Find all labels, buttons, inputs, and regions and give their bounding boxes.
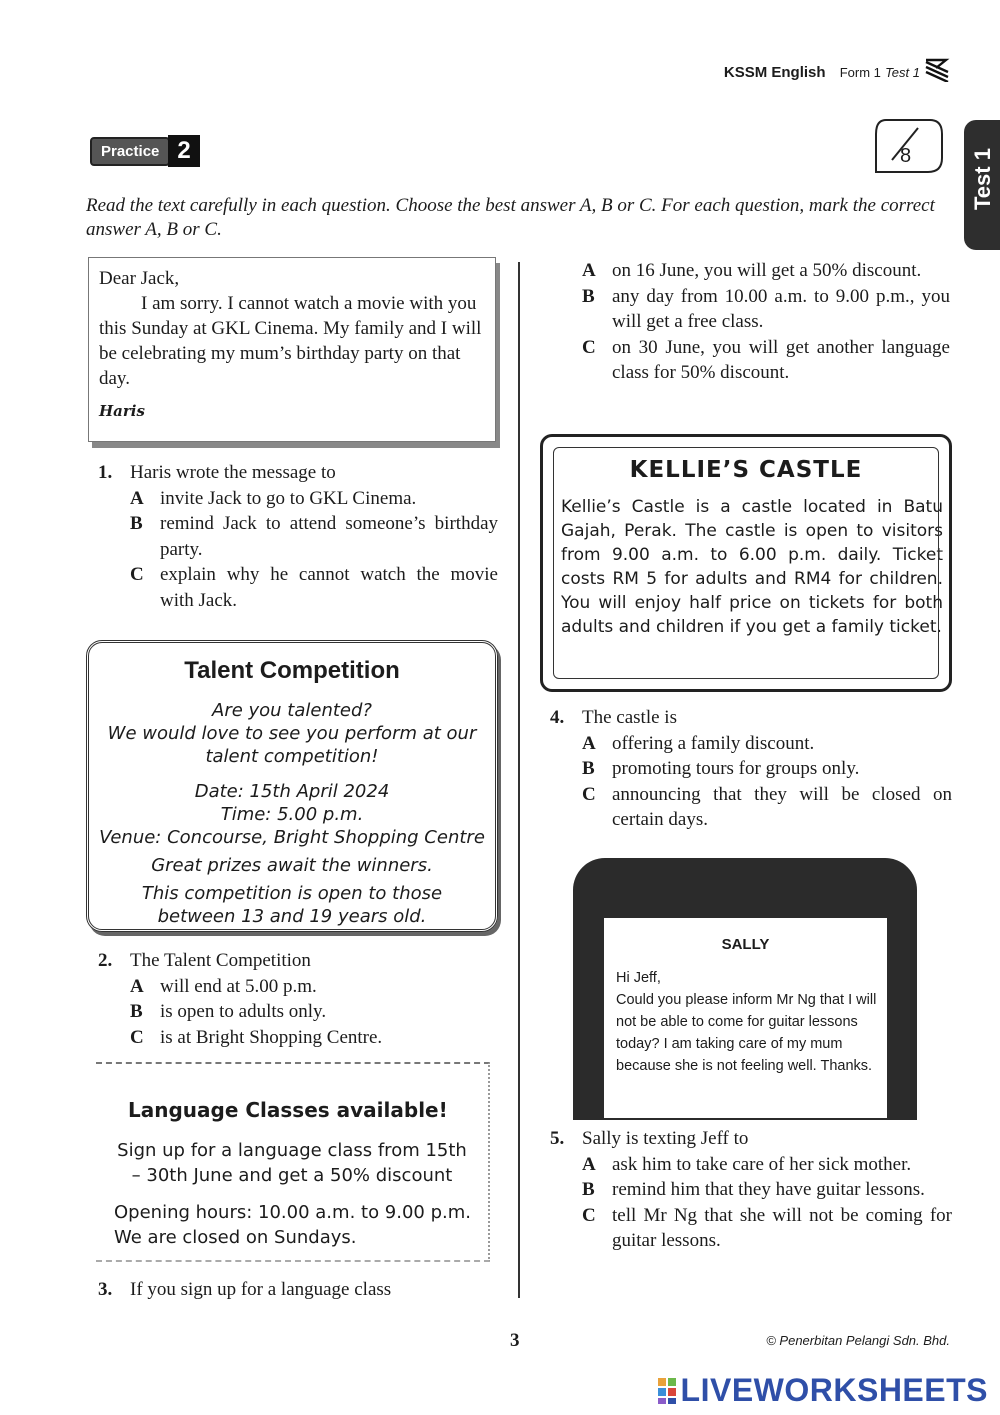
sms-greeting: Hi Jeff, — [616, 970, 661, 986]
option-b[interactable] — [130, 511, 498, 562]
option-a[interactable] — [582, 1152, 952, 1178]
language-classes-flyer — [96, 1062, 490, 1262]
liveworksheets-logo-icon — [657, 1376, 677, 1406]
question-5 — [550, 1126, 952, 1254]
practice-label: Practice — [90, 137, 170, 166]
option-b[interactable] — [582, 756, 952, 782]
question-stem: Haris wrote the message to — [130, 462, 336, 483]
option-label: A — [130, 487, 144, 509]
letter-signature: Haris — [99, 402, 145, 420]
letter-body: I am sorry. I cannot watch a movie with you this Sunday at GKL Cinema. My family and I will be celebrating my mum’s birthday party on that day. — [99, 293, 482, 389]
sms-sender: SALLY — [721, 936, 770, 953]
practice-badge — [90, 134, 200, 168]
option-text: offering a family discount. — [612, 732, 815, 754]
option-label: B — [130, 513, 143, 534]
side-tab-label: Test 1 — [970, 148, 995, 210]
letter-note — [88, 257, 496, 442]
talent-venue: Venue: Concourse, Bright Shopping Centre — [99, 827, 485, 848]
option-c[interactable] — [130, 562, 498, 613]
page-number: 3 — [510, 1330, 520, 1351]
option-text: on 16 June, you will get a 50% discount. — [612, 260, 922, 281]
form-label: Form 1 — [839, 65, 881, 80]
option-c[interactable] — [582, 1203, 952, 1254]
question-stem: The Talent Competition — [130, 950, 311, 971]
option-label: B — [130, 1001, 143, 1022]
liveworksheets-watermark — [657, 1372, 988, 1409]
option-text: remind him that they have guitar lessons. — [612, 1179, 925, 1200]
question-2 — [98, 948, 498, 1050]
instructions: Read the text carefully in each question. Choose the best answer A, B or C. For each question, mark the correct answer A, B or C. — [86, 195, 935, 240]
language-hours: Opening hours: 10.00 a.m. to 9.00 p.m. — [114, 1202, 472, 1223]
sms-screen — [604, 918, 887, 1118]
publisher-logo-icon — [924, 58, 950, 82]
option-label: A — [582, 260, 596, 281]
option-text: is open to adults only. — [160, 1001, 327, 1022]
option-text: is at Bright Shopping Centre. — [160, 1026, 383, 1048]
option-a[interactable] — [130, 486, 498, 512]
language-title: Language Classes available! — [128, 1098, 448, 1122]
option-text: announcing that they will be closed on certain days. — [612, 783, 952, 830]
talent-time: Time: 5.00 p.m. — [220, 804, 364, 825]
language-closed: We are closed on Sundays. — [114, 1227, 357, 1248]
option-a[interactable] — [130, 974, 498, 1000]
option-label: C — [130, 564, 144, 585]
score-total: 8 — [900, 145, 912, 167]
language-signup: Sign up for a language class from 15th – 30th June and get a 50% discount — [117, 1140, 467, 1186]
talent-prizes: Great prizes await the winners. — [151, 855, 433, 876]
option-label: C — [582, 783, 596, 805]
option-text: remind Jack to attend someone’s birthday party. — [160, 513, 498, 560]
subject-label: KSSM English — [723, 64, 826, 81]
option-text: will end at 5.00 p.m. — [160, 975, 317, 997]
question-stem: Sally is texting Jeff to — [582, 1128, 749, 1149]
option-b[interactable] — [582, 284, 950, 335]
question-3-options — [550, 258, 950, 386]
question-4 — [550, 705, 952, 833]
question-stem: If you sign up for a language class — [130, 1279, 392, 1300]
option-label: A — [582, 732, 596, 754]
option-label: A — [582, 1153, 596, 1175]
option-c[interactable] — [130, 1025, 498, 1051]
talent-line1: Are you talented? — [212, 700, 372, 721]
option-label: B — [582, 758, 595, 779]
talent-competition-poster — [86, 640, 498, 932]
option-a[interactable] — [582, 258, 950, 284]
sms-body: Could you please inform Mr Ng that I will not be able to come for guitar lessons today? I am taking care of my mum because she is not feeling well. Thanks. — [616, 992, 877, 1074]
option-text: on 30 June, you will get another language class for 50% discount. — [612, 336, 950, 383]
talent-title: Talent Competition — [184, 657, 400, 684]
kellie-title: KELLIE’S CASTLE — [629, 457, 863, 483]
question-1 — [98, 460, 498, 613]
option-text: promoting tours for groups only. — [612, 758, 860, 779]
option-label: B — [582, 285, 595, 307]
question-number: 3. — [98, 1279, 113, 1300]
option-text: explain why he cannot watch the movie with Jack. — [160, 564, 498, 611]
practice-number: 2 — [168, 135, 199, 167]
option-a[interactable] — [582, 731, 952, 757]
kellies-castle-notice — [540, 434, 952, 692]
question-3-stem — [98, 1277, 498, 1303]
option-label: C — [582, 1204, 596, 1226]
kellie-body: Kellie’s Castle is a castle located in Batu Gajah, Perak. The castle is open to visitors from 9.00 a.m. to 6.00 p.m. daily. Ticket costs RM 5 for adults and RM4 for children. You will enjoy half price on tickets for both adults and children if you get a family ticket. — [561, 497, 943, 637]
option-label: C — [582, 336, 596, 358]
question-number: 5. — [550, 1128, 565, 1149]
talent-date: Date: 15th April 2024 — [194, 781, 390, 802]
question-number: 1. — [98, 462, 113, 483]
copyright: © Penerbitan Pelangi Sdn. Bhd. — [766, 1333, 950, 1348]
letter-greeting: Dear Jack, — [99, 268, 180, 289]
test-side-tab — [964, 120, 1000, 250]
option-label: C — [130, 1026, 144, 1048]
page-header — [724, 64, 920, 81]
option-b[interactable] — [582, 1177, 952, 1203]
question-stem: The castle is — [582, 707, 677, 728]
talent-eligibility: This competition is open to those between 13 and 19 years old. — [141, 883, 443, 927]
option-text: tell Mr Ng that she will not be coming for guitar lessons. — [612, 1204, 952, 1251]
option-text: ask him to take care of her sick mother. — [612, 1153, 912, 1175]
question-number: 4. — [550, 707, 565, 728]
option-c[interactable] — [582, 335, 950, 386]
talent-line2: We would love to see you perform at our talent competition! — [107, 723, 477, 767]
option-text: invite Jack to go to GKL Cinema. — [160, 487, 417, 509]
question-number: 2. — [98, 950, 113, 971]
option-text: any day from 10.00 a.m. to 9.00 p.m., you will get a free class. — [612, 285, 950, 332]
option-b[interactable] — [130, 999, 498, 1025]
option-c[interactable] — [582, 782, 952, 833]
notice-inner-frame — [553, 447, 939, 679]
option-label: B — [582, 1179, 595, 1200]
column-divider — [518, 262, 520, 1298]
test-label: Test 1 — [885, 65, 920, 80]
watermark-text: LIVEWORKSHEETS — [680, 1372, 988, 1408]
option-label: A — [130, 975, 144, 997]
